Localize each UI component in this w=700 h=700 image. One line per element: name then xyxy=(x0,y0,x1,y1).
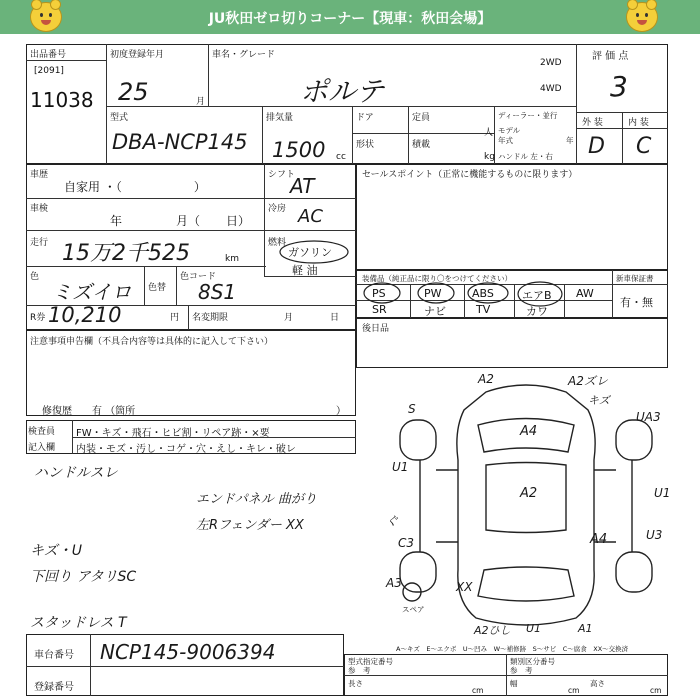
rear-items-label: 後日品 xyxy=(362,324,390,334)
int-grade: C xyxy=(636,134,652,159)
lot-code: [2091] xyxy=(34,66,64,76)
dealer-year-unit: 年 xyxy=(566,136,574,145)
mark-a2-top: A2 xyxy=(478,372,494,386)
mark-u1-left: U1 xyxy=(392,460,409,474)
displacement-value: 1500 xyxy=(272,138,326,162)
page-title: JU秋田ゼロ切りコーナー【現車：秋田会場】 xyxy=(208,11,492,27)
inspection-year: 年 xyxy=(110,214,123,228)
type-spec-ref: 参 考 xyxy=(348,666,371,675)
first-reg-label: 初度登録年月 xyxy=(110,50,165,60)
mark-u1-bottom: U1 xyxy=(526,622,542,635)
inspection-day: 日） xyxy=(226,214,251,228)
displacement-label: 排気量 xyxy=(266,113,294,123)
mark-c3: C3 xyxy=(398,536,415,550)
int-grade-label: 内 装 xyxy=(628,118,649,128)
bear-mascot-icon xyxy=(626,2,658,32)
mark-a4-front: A4 xyxy=(520,424,538,439)
fuel-gas: ガソリン xyxy=(288,246,332,259)
length-label: 長さ xyxy=(348,679,363,688)
length-cm: cm xyxy=(472,686,484,695)
mileage-label: 走行 xyxy=(30,238,49,248)
recycle-value: 10,210 xyxy=(48,303,122,327)
mark-ku: ぐ xyxy=(386,514,399,528)
drive-4wd: 4WD xyxy=(540,84,562,94)
evaluation-score: 3 xyxy=(610,70,628,103)
note-fender: 左Rフェンダー XX xyxy=(196,518,304,533)
doors-label: ドア xyxy=(356,113,374,123)
inspector-row2: 内装・モズ・汚し・コゲ・穴・えし・キレ・破レ xyxy=(76,444,296,455)
chassis-number: NCP145-9006394 xyxy=(100,640,276,664)
warranty-value: 有・無 xyxy=(620,296,653,309)
ext-grade-label: 外 装 xyxy=(582,118,603,128)
class-ref: 参 考 xyxy=(510,666,533,675)
car-name: ポルテ xyxy=(300,75,385,108)
first-reg-month: 月 xyxy=(196,97,206,107)
note-endpanel: エンドパネル 曲がり xyxy=(196,492,317,507)
mark-a4-rear: A4 xyxy=(590,532,608,547)
equip-leather: カワ xyxy=(526,305,548,318)
lot-number: 11038 xyxy=(30,88,94,112)
repair-history: 修復歴 有 （箇所 xyxy=(42,406,136,417)
equip-sr: SR xyxy=(372,303,387,316)
color-code-label: 色コード xyxy=(180,272,217,282)
equip-airbag: エアB xyxy=(522,289,552,302)
mark-u1-right: U1 xyxy=(654,486,671,500)
header-bar xyxy=(0,0,700,34)
equip-aw: AW xyxy=(576,287,594,300)
mark-s: S xyxy=(408,402,416,416)
capacity-label: 定員 xyxy=(412,113,431,123)
class-label: 類別区分番号 xyxy=(510,657,555,666)
mark-xx: XX xyxy=(456,580,473,594)
mileage-value: 15万2千525 xyxy=(62,241,190,266)
shape-label: 形状 xyxy=(356,140,375,150)
color-value: ミズイロ xyxy=(52,280,132,304)
equip-navi: ナビ xyxy=(424,305,446,318)
rear-items-box xyxy=(356,318,668,368)
entry-label: 記入欄 xyxy=(28,443,56,453)
model-code: DBA-NCP145 xyxy=(112,130,248,154)
height-label: 高さ xyxy=(590,679,605,688)
ac-label: 冷房 xyxy=(268,204,287,214)
name-label: 車名・グレード xyxy=(212,50,276,60)
chassis-label: 車台番号 xyxy=(34,650,74,661)
equipment-circles xyxy=(360,280,610,314)
shift-value: AT xyxy=(290,174,315,198)
drive-2wd: 2WD xyxy=(540,58,562,68)
mark-a2-mid: A2 xyxy=(520,486,538,501)
first-reg-year: 25 xyxy=(118,78,149,106)
shift-label: シフト xyxy=(268,170,296,180)
lot-label: 出品番号 xyxy=(30,50,67,60)
note-handle: ハンドルスレ xyxy=(34,465,118,481)
note-under: 下回り アタリSC xyxy=(30,569,137,585)
height-cm: cm xyxy=(650,686,662,695)
equip-tv: TV xyxy=(476,303,491,316)
usage-label: 車歴 xyxy=(30,170,49,180)
tone-label: 色替 xyxy=(148,283,167,293)
evaluation-label: 評 価 点 xyxy=(592,51,629,62)
width-label: 幅 xyxy=(510,679,518,688)
dealer-label: ディーラー・並行 xyxy=(498,111,558,120)
dealer-year-label: 年式 xyxy=(498,136,513,145)
equip-pw: PW xyxy=(424,287,442,300)
warranty-label: 新車保証書 xyxy=(616,274,654,283)
inspection-label: 車検 xyxy=(30,204,49,214)
color-code: 8S1 xyxy=(198,280,237,304)
notes-label: 注意事項申告欄（不具合内容等は具体的に記入して下さい） xyxy=(30,337,274,347)
usage-value: 自家用 ・（ ） xyxy=(64,180,206,194)
car-damage-diagram xyxy=(376,370,676,640)
capacity-unit: 人 xyxy=(484,128,494,138)
registration-label: 登録番号 xyxy=(34,682,74,693)
dealer-model-label: モデル xyxy=(498,126,521,135)
sales-point-label: セールスポイント（正常に機能するものに限ります） xyxy=(362,170,578,180)
recycle-label: R券 xyxy=(30,313,46,323)
equip-abs: ABS xyxy=(472,287,494,300)
fuel-diesel: 軽 油 xyxy=(292,264,318,277)
mark-a2-bottom: A2ひし xyxy=(474,624,511,637)
km-unit: km xyxy=(225,254,239,264)
note-studless: スタッドレス T xyxy=(30,615,127,631)
fuel-label: 燃料 xyxy=(268,238,287,248)
width-cm: cm xyxy=(568,686,580,695)
spare-label: スペア xyxy=(402,605,425,614)
inspector-row1: FW・キズ・飛石・ヒビ割・リペア跡・×要 xyxy=(76,428,270,439)
name-change-label: 名変期限 xyxy=(192,313,229,323)
cc-unit: cc xyxy=(336,152,346,162)
recycle-unit: 円 xyxy=(170,313,180,323)
handle-label: ハンドル 左・右 xyxy=(498,152,553,161)
load-label: 積載 xyxy=(412,140,431,150)
name-change-day: 日 xyxy=(330,313,340,323)
mark-kizu: キズ xyxy=(588,394,610,407)
name-change-month: 月 xyxy=(284,313,294,323)
color-label: 色 xyxy=(30,272,40,282)
inspector-label: 検査員 xyxy=(28,427,56,437)
model-label: 型式 xyxy=(110,113,129,123)
equipment-label: 装備品（純正品に限り〇をつけてください） xyxy=(362,274,512,283)
mark-a2-zure: A2ズレ xyxy=(568,374,608,388)
mark-a1: A1 xyxy=(578,622,593,635)
note-kizu: キズ・U xyxy=(30,543,82,559)
damage-legend: A～キズ E～エクボ U～凹み W～補修跡 S～サビ C～腐食 XX～交換済 xyxy=(396,645,629,653)
mark-a3: A3 xyxy=(386,576,402,590)
type-spec-label: 型式指定番号 xyxy=(348,657,393,666)
fuel-circle xyxy=(276,238,356,270)
equip-ps: PS xyxy=(372,287,386,300)
mark-u3: U3 xyxy=(646,528,663,542)
inspection-month: 月（ xyxy=(176,214,201,228)
ext-grade: D xyxy=(588,134,605,159)
ac-value: AC xyxy=(298,206,323,227)
mark-ua3: UA3 xyxy=(636,410,661,424)
load-unit: kg xyxy=(484,152,495,162)
